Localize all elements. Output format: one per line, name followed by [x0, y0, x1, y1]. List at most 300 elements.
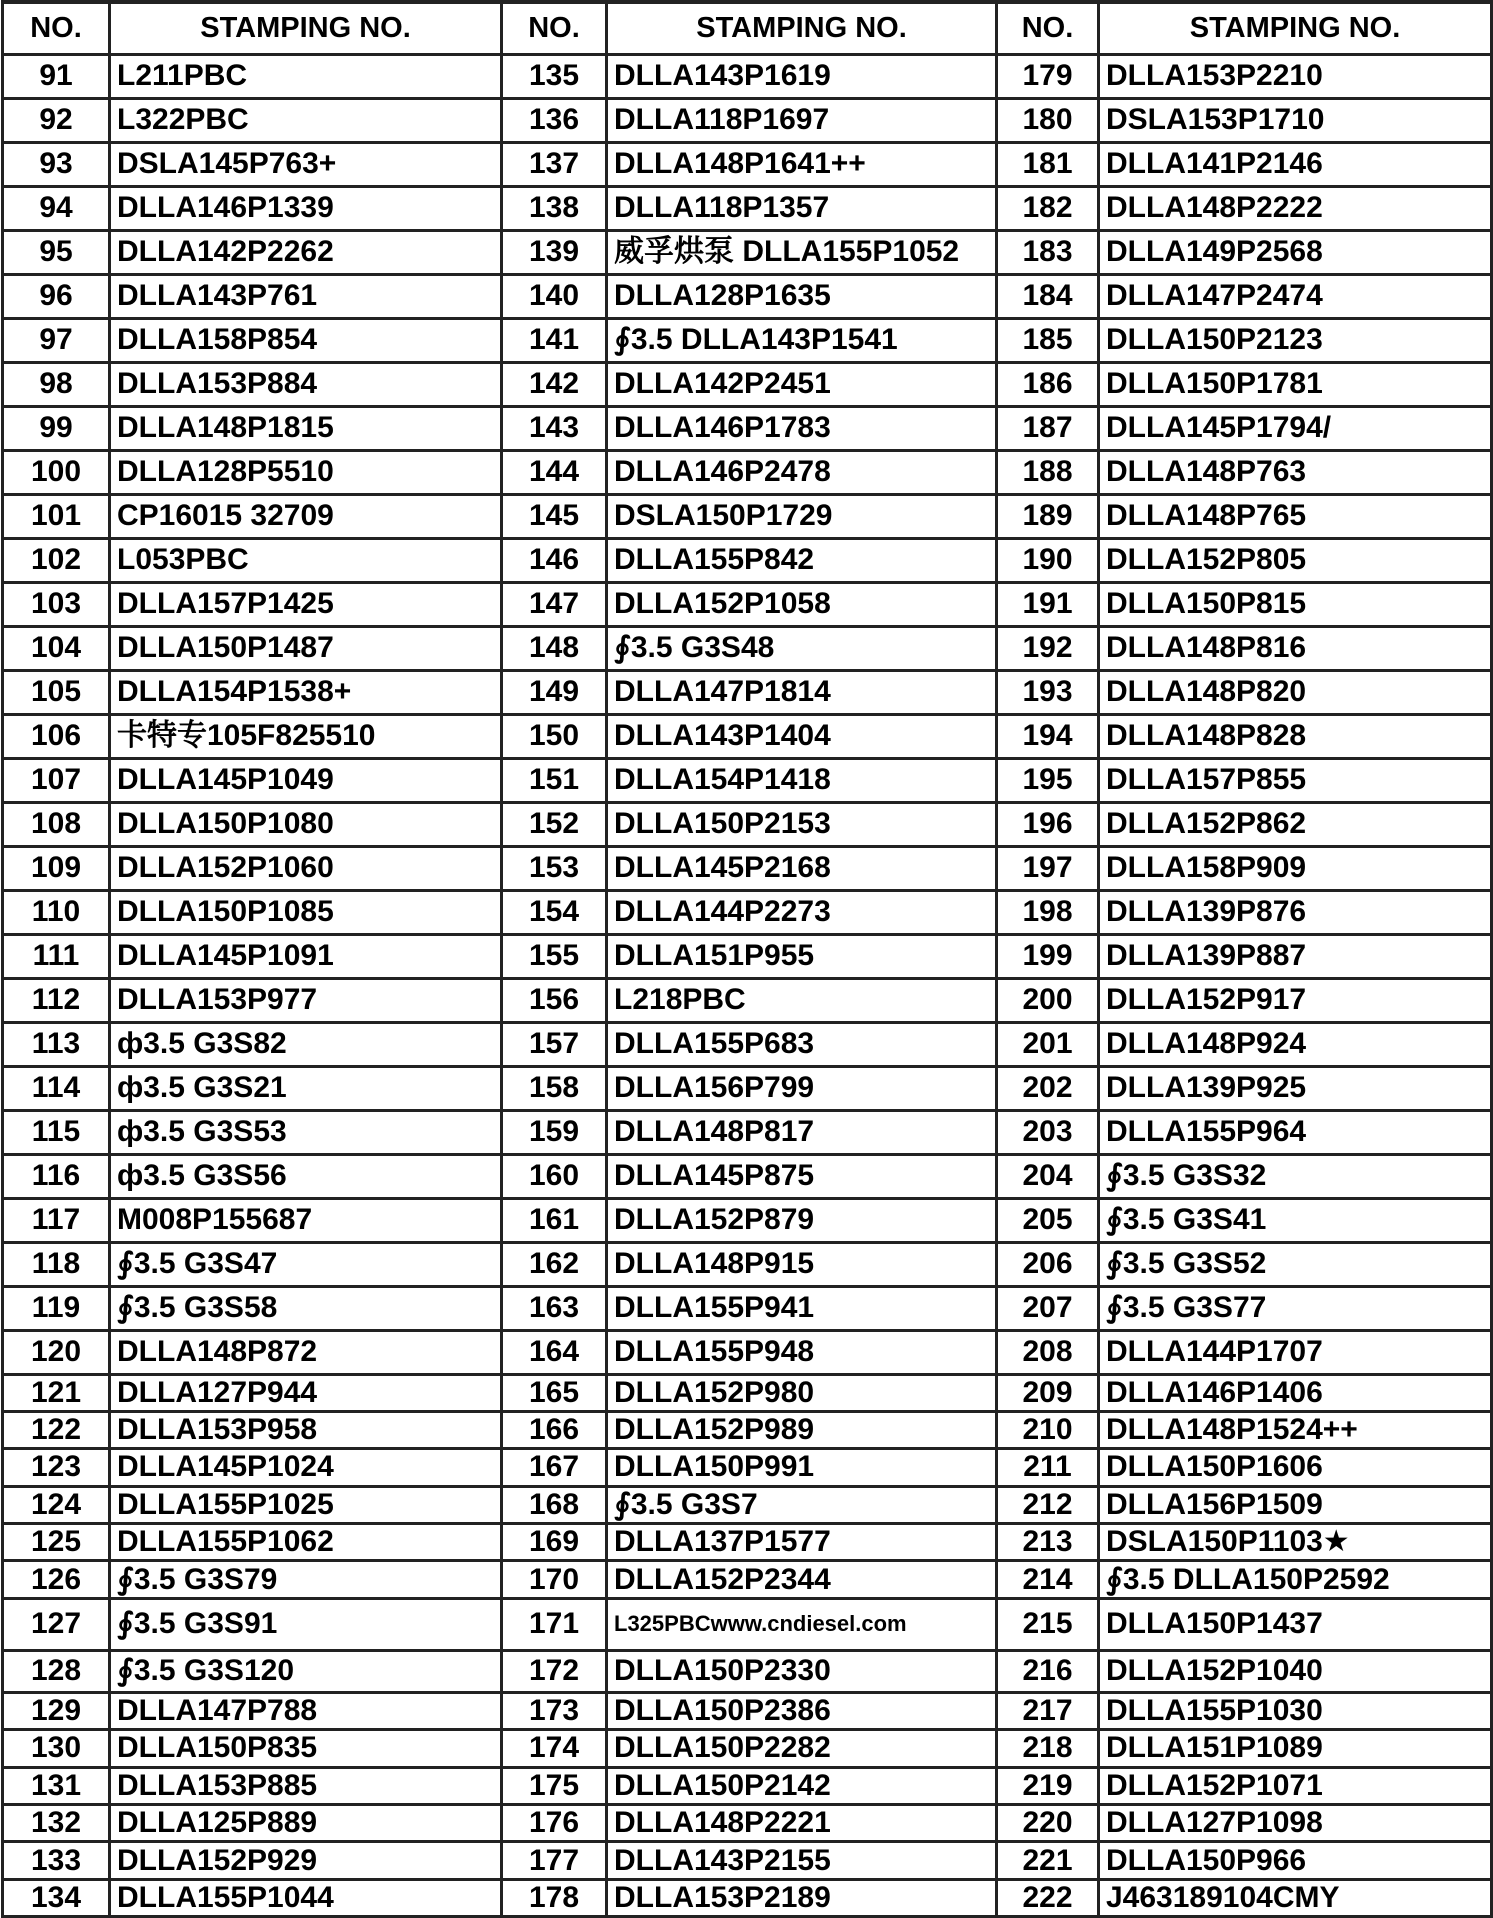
stamping-number: DLLA152P917	[1099, 978, 1492, 1022]
stamping-number: DLLA148P816	[1099, 626, 1492, 670]
stamping-number: DLLA148P872	[110, 1330, 502, 1374]
stamping-number: DLLA145P2168	[607, 846, 997, 890]
stamping-number: DLLA152P929	[110, 1842, 502, 1879]
row-number: 176	[502, 1805, 607, 1842]
row-number: 112	[3, 978, 110, 1022]
stamping-number: DSLA150P1729	[607, 494, 997, 538]
row-number: 127	[3, 1598, 110, 1650]
stamping-number: DLLA150P1487	[110, 626, 502, 670]
stamping-number: DSLA153P1710	[1099, 98, 1492, 142]
row-number: 107	[3, 758, 110, 802]
table-row	[3, 406, 1492, 450]
row-number: 151	[502, 758, 607, 802]
stamping-number: DLLA145P1024	[110, 1449, 502, 1486]
row-number: 100	[3, 450, 110, 494]
row-number: 181	[997, 142, 1099, 186]
table-row	[3, 1805, 1492, 1842]
stamping-number: DLLA141P2146	[1099, 142, 1492, 186]
row-number: 114	[3, 1066, 110, 1110]
row-number: 163	[502, 1286, 607, 1330]
table-row	[3, 1561, 1492, 1598]
stamping-number: DLLA155P1062	[110, 1524, 502, 1561]
stamping-number: DLLA155P1025	[110, 1486, 502, 1523]
stamping-number: L218PBC	[607, 978, 997, 1022]
row-number: 109	[3, 846, 110, 890]
stamping-number: DLLA152P1058	[607, 582, 997, 626]
stamping-number: DLLA145P1794/	[1099, 406, 1492, 450]
stamping-number: DLLA148P828	[1099, 714, 1492, 758]
row-number: 148	[502, 626, 607, 670]
table-row	[3, 1598, 1492, 1650]
table-row	[3, 186, 1492, 230]
stamping-number: DLLA145P875	[607, 1154, 997, 1198]
table-row	[3, 1242, 1492, 1286]
table-row	[3, 362, 1492, 406]
table-row	[3, 1449, 1492, 1486]
row-number: 139	[502, 230, 607, 274]
stamping-number: DLLA157P855	[1099, 758, 1492, 802]
header-stamping-no: STAMPING NO.	[1099, 2, 1492, 54]
stamping-number: CP16015 32709	[110, 494, 502, 538]
row-number: 198	[997, 890, 1099, 934]
table-row	[3, 1767, 1492, 1804]
table-row	[3, 978, 1492, 1022]
stamping-number: DLLA150P2282	[607, 1730, 997, 1767]
row-number: 213	[997, 1524, 1099, 1561]
stamping-number: DLLA145P1091	[110, 934, 502, 978]
row-number: 178	[502, 1879, 607, 1916]
row-number: 128	[3, 1650, 110, 1692]
row-number: 179	[997, 54, 1099, 98]
table-row	[3, 1286, 1492, 1330]
row-number: 99	[3, 406, 110, 450]
row-number: 175	[502, 1767, 607, 1804]
stamping-number: DLLA152P1040	[1099, 1650, 1492, 1692]
table-row	[3, 1330, 1492, 1374]
row-number: 206	[997, 1242, 1099, 1286]
row-number: 94	[3, 186, 110, 230]
stamping-number: ∮3.5 G3S32	[1099, 1154, 1492, 1198]
row-number: 93	[3, 142, 110, 186]
stamping-number: DLLA153P2189	[607, 1879, 997, 1916]
row-number: 185	[997, 318, 1099, 362]
row-number: 117	[3, 1198, 110, 1242]
header-no: NO.	[3, 2, 110, 54]
row-number: 166	[502, 1411, 607, 1448]
table-row	[3, 230, 1492, 274]
row-number: 164	[502, 1330, 607, 1374]
stamping-number: DLLA150P991	[607, 1449, 997, 1486]
row-number: 126	[3, 1561, 110, 1598]
stamping-number: DLLA125P889	[110, 1805, 502, 1842]
row-number: 208	[997, 1330, 1099, 1374]
stamping-number: DLLA151P1089	[1099, 1730, 1492, 1767]
stamping-number: DLLA118P1697	[607, 98, 997, 142]
stamping-number: DLLA137P1577	[607, 1524, 997, 1561]
stamping-number: DLLA150P1606	[1099, 1449, 1492, 1486]
stamping-number: DLLA143P2155	[607, 1842, 997, 1879]
stamping-number: DLLA153P977	[110, 978, 502, 1022]
row-number: 103	[3, 582, 110, 626]
row-number: 204	[997, 1154, 1099, 1198]
stamping-number: DLLA155P842	[607, 538, 997, 582]
table-row	[3, 1692, 1492, 1729]
stamping-number: ∮3.5 DLLA150P2592	[1099, 1561, 1492, 1598]
row-number: 137	[502, 142, 607, 186]
row-number: 108	[3, 802, 110, 846]
stamping-number: DLLA152P2344	[607, 1561, 997, 1598]
stamping-number: DLLA147P2474	[1099, 274, 1492, 318]
stamping-number: DLLA153P885	[110, 1767, 502, 1804]
stamping-number: DLLA150P2142	[607, 1767, 997, 1804]
row-number: 157	[502, 1022, 607, 1066]
stamping-number: DLLA156P799	[607, 1066, 997, 1110]
table-row	[3, 846, 1492, 890]
stamping-number: DLLA148P1815	[110, 406, 502, 450]
stamping-number: DLLA150P2123	[1099, 318, 1492, 362]
stamping-number: ∮3.5 DLLA143P1541	[607, 318, 997, 362]
stamping-number: DLLA148P763	[1099, 450, 1492, 494]
stamping-number: DLLA152P805	[1099, 538, 1492, 582]
stamping-number: DLLA145P1049	[110, 758, 502, 802]
row-number: 91	[3, 54, 110, 98]
row-number: 129	[3, 1692, 110, 1729]
stamping-number: DLLA127P944	[110, 1374, 502, 1411]
row-number: 143	[502, 406, 607, 450]
stamping-number: DLLA155P948	[607, 1330, 997, 1374]
row-number: 173	[502, 1692, 607, 1729]
stamping-number: DLLA150P1437	[1099, 1598, 1492, 1650]
stamping-number: DLLA146P1783	[607, 406, 997, 450]
stamping-number: ∮3.5 G3S120	[110, 1650, 502, 1692]
row-number: 96	[3, 274, 110, 318]
stamping-number: DLLA150P1080	[110, 802, 502, 846]
stamping-number: DLLA154P1418	[607, 758, 997, 802]
row-number: 105	[3, 670, 110, 714]
row-number: 186	[997, 362, 1099, 406]
stamping-number: DSLA150P1103★	[1099, 1524, 1492, 1561]
row-number: 194	[997, 714, 1099, 758]
stamping-number: DLLA158P909	[1099, 846, 1492, 890]
row-number: 154	[502, 890, 607, 934]
row-number: 205	[997, 1198, 1099, 1242]
row-number: 192	[997, 626, 1099, 670]
stamping-number: DLLA152P1071	[1099, 1767, 1492, 1804]
row-number: 200	[997, 978, 1099, 1022]
row-number: 184	[997, 274, 1099, 318]
stamping-number: DLLA150P2386	[607, 1692, 997, 1729]
row-number: 97	[3, 318, 110, 362]
row-number: 180	[997, 98, 1099, 142]
stamping-number: DLLA148P1524++	[1099, 1411, 1492, 1448]
row-number: 123	[3, 1449, 110, 1486]
row-number: 174	[502, 1730, 607, 1767]
row-number: 156	[502, 978, 607, 1022]
stamping-number: DLLA152P989	[607, 1411, 997, 1448]
stamping-number: ∮3.5 G3S7	[607, 1486, 997, 1523]
stamping-number: DLLA143P1404	[607, 714, 997, 758]
row-number: 217	[997, 1692, 1099, 1729]
row-number: 116	[3, 1154, 110, 1198]
stamping-number: DLLA154P1538+	[110, 670, 502, 714]
stamping-number: DLLA139P925	[1099, 1066, 1492, 1110]
stamping-number: DLLA150P2153	[607, 802, 997, 846]
row-number: 218	[997, 1730, 1099, 1767]
stamping-number: L053PBC	[110, 538, 502, 582]
row-number: 141	[502, 318, 607, 362]
table-row	[3, 1022, 1492, 1066]
stamping-number: DLLA147P788	[110, 1692, 502, 1729]
row-number: 215	[997, 1598, 1099, 1650]
table-row	[3, 142, 1492, 186]
row-number: 145	[502, 494, 607, 538]
header-stamping-no: STAMPING NO.	[110, 2, 502, 54]
table-row	[3, 1411, 1492, 1448]
table-row	[3, 1524, 1492, 1561]
table-row	[3, 1650, 1492, 1692]
stamping-number: DLLA157P1425	[110, 582, 502, 626]
row-number: 214	[997, 1561, 1099, 1598]
row-number: 98	[3, 362, 110, 406]
table-row	[3, 1110, 1492, 1154]
row-number: 196	[997, 802, 1099, 846]
stamping-number: DLLA128P1635	[607, 274, 997, 318]
row-number: 111	[3, 934, 110, 978]
row-number: 110	[3, 890, 110, 934]
stamping-number: M008P155687	[110, 1198, 502, 1242]
row-number: 147	[502, 582, 607, 626]
row-number: 144	[502, 450, 607, 494]
row-number: 219	[997, 1767, 1099, 1804]
row-number: 104	[3, 626, 110, 670]
row-number: 188	[997, 450, 1099, 494]
stamping-number: J463189104CMY	[1099, 1879, 1492, 1916]
row-number: 155	[502, 934, 607, 978]
table-row	[3, 890, 1492, 934]
header-row	[3, 2, 1492, 54]
stamping-number: DLLA152P879	[607, 1198, 997, 1242]
row-number: 138	[502, 186, 607, 230]
table-row	[3, 1374, 1492, 1411]
stamping-number: DLLA148P2222	[1099, 186, 1492, 230]
row-number: 120	[3, 1330, 110, 1374]
row-number: 193	[997, 670, 1099, 714]
stamping-number: ф3.5 G3S56	[110, 1154, 502, 1198]
row-number: 209	[997, 1374, 1099, 1411]
row-number: 191	[997, 582, 1099, 626]
stamping-number: DLLA156P1509	[1099, 1486, 1492, 1523]
stamping-number: ∮3.5 G3S58	[110, 1286, 502, 1330]
stamping-number: DLLA155P1030	[1099, 1692, 1492, 1729]
row-number: 131	[3, 1767, 110, 1804]
row-number: 211	[997, 1449, 1099, 1486]
table-row	[3, 274, 1492, 318]
row-number: 136	[502, 98, 607, 142]
stamping-number: DLLA142P2262	[110, 230, 502, 274]
row-number: 190	[997, 538, 1099, 582]
stamping-number: DLLA128P5510	[110, 450, 502, 494]
stamping-number: DLLA150P835	[110, 1730, 502, 1767]
stamping-number: ∮3.5 G3S48	[607, 626, 997, 670]
row-number: 187	[997, 406, 1099, 450]
row-number: 121	[3, 1374, 110, 1411]
row-number: 170	[502, 1561, 607, 1598]
table-row	[3, 626, 1492, 670]
stamping-number: ∮3.5 G3S52	[1099, 1242, 1492, 1286]
stamping-number: DLLA118P1357	[607, 186, 997, 230]
row-number: 216	[997, 1650, 1099, 1692]
stamping-number: L211PBC	[110, 54, 502, 98]
stamping-number: L325PBCwww.cndiesel.com	[607, 1598, 997, 1650]
stamping-number-table	[1, 0, 1493, 1918]
row-number: 177	[502, 1842, 607, 1879]
row-number: 182	[997, 186, 1099, 230]
stamping-number: DLLA143P1619	[607, 54, 997, 98]
stamping-number: ∮3.5 G3S47	[110, 1242, 502, 1286]
stamping-number: ∮3.5 G3S77	[1099, 1286, 1492, 1330]
row-number: 162	[502, 1242, 607, 1286]
row-number: 195	[997, 758, 1099, 802]
stamping-number: DLLA153P2210	[1099, 54, 1492, 98]
stamping-number: DLLA147P1814	[607, 670, 997, 714]
stamping-number: DLLA158P854	[110, 318, 502, 362]
row-number: 124	[3, 1486, 110, 1523]
row-number: 134	[3, 1879, 110, 1916]
stamping-number: DLLA150P1781	[1099, 362, 1492, 406]
row-number: 118	[3, 1242, 110, 1286]
stamping-number: ф3.5 G3S53	[110, 1110, 502, 1154]
table-row	[3, 1154, 1492, 1198]
table-row	[3, 450, 1492, 494]
header-stamping-no: STAMPING NO.	[607, 2, 997, 54]
row-number: 119	[3, 1286, 110, 1330]
stamping-number: DLLA148P817	[607, 1110, 997, 1154]
table-row	[3, 318, 1492, 362]
row-number: 95	[3, 230, 110, 274]
table-row	[3, 1730, 1492, 1767]
row-number: 203	[997, 1110, 1099, 1154]
row-number: 199	[997, 934, 1099, 978]
stamping-number: DLLA139P876	[1099, 890, 1492, 934]
stamping-number: DLLA148P924	[1099, 1022, 1492, 1066]
stamping-number: DLLA152P1060	[110, 846, 502, 890]
stamping-number: DLLA155P683	[607, 1022, 997, 1066]
stamping-number: DLLA142P2451	[607, 362, 997, 406]
table-row	[3, 758, 1492, 802]
table-row	[3, 538, 1492, 582]
stamping-number: DLLA149P2568	[1099, 230, 1492, 274]
row-number: 133	[3, 1842, 110, 1879]
stamping-number: DLLA146P1339	[110, 186, 502, 230]
row-number: 122	[3, 1411, 110, 1448]
row-number: 92	[3, 98, 110, 142]
stamping-number: DLLA153P884	[110, 362, 502, 406]
stamping-number: DLLA148P765	[1099, 494, 1492, 538]
row-number: 158	[502, 1066, 607, 1110]
row-number: 125	[3, 1524, 110, 1561]
row-number: 172	[502, 1650, 607, 1692]
row-number: 161	[502, 1198, 607, 1242]
row-number: 142	[502, 362, 607, 406]
stamping-number: DLLA150P815	[1099, 582, 1492, 626]
row-number: 152	[502, 802, 607, 846]
stamping-number: DLLA143P761	[110, 274, 502, 318]
row-number: 201	[997, 1022, 1099, 1066]
header-no: NO.	[997, 2, 1099, 54]
stamping-number: 卡特专105F825510	[110, 714, 502, 758]
row-number: 189	[997, 494, 1099, 538]
stamping-number: ∮3.5 G3S79	[110, 1561, 502, 1598]
stamping-number: DLLA155P964	[1099, 1110, 1492, 1154]
row-number: 221	[997, 1842, 1099, 1879]
table-row	[3, 1486, 1492, 1523]
table-row	[3, 1198, 1492, 1242]
stamping-number: DLLA146P1406	[1099, 1374, 1492, 1411]
table-row	[3, 714, 1492, 758]
row-number: 159	[502, 1110, 607, 1154]
stamping-number: DLLA139P887	[1099, 934, 1492, 978]
row-number: 171	[502, 1598, 607, 1650]
stamping-number: DLLA152P980	[607, 1374, 997, 1411]
stamping-number: ∮3.5 G3S41	[1099, 1198, 1492, 1242]
stamping-number: DLLA153P958	[110, 1411, 502, 1448]
row-number: 210	[997, 1411, 1099, 1448]
stamping-number: DLLA151P955	[607, 934, 997, 978]
stamping-number: DLLA150P966	[1099, 1842, 1492, 1879]
stamping-number: DLLA152P862	[1099, 802, 1492, 846]
row-number: 132	[3, 1805, 110, 1842]
row-number: 101	[3, 494, 110, 538]
stamping-number: DLLA155P941	[607, 1286, 997, 1330]
stamping-number: ∮3.5 G3S91	[110, 1598, 502, 1650]
row-number: 197	[997, 846, 1099, 890]
stamping-number: DLLA144P2273	[607, 890, 997, 934]
table-row	[3, 582, 1492, 626]
stamping-number: DLLA150P1085	[110, 890, 502, 934]
row-number: 140	[502, 274, 607, 318]
row-number: 220	[997, 1805, 1099, 1842]
stamping-number: DLLA127P1098	[1099, 1805, 1492, 1842]
row-number: 183	[997, 230, 1099, 274]
table-row	[3, 98, 1492, 142]
row-number: 202	[997, 1066, 1099, 1110]
stamping-number: DLLA148P1641++	[607, 142, 997, 186]
stamping-number: ф3.5 G3S82	[110, 1022, 502, 1066]
table-row	[3, 1066, 1492, 1110]
stamping-number: ф3.5 G3S21	[110, 1066, 502, 1110]
row-number: 222	[997, 1879, 1099, 1916]
row-number: 102	[3, 538, 110, 582]
row-number: 113	[3, 1022, 110, 1066]
stamping-number: DLLA144P1707	[1099, 1330, 1492, 1374]
row-number: 168	[502, 1486, 607, 1523]
row-number: 167	[502, 1449, 607, 1486]
stamping-number: L322PBC	[110, 98, 502, 142]
stamping-number: DLLA148P820	[1099, 670, 1492, 714]
stamping-number: 威孚烘泵 DLLA155P1052	[607, 230, 997, 274]
row-number: 165	[502, 1374, 607, 1411]
table-row	[3, 670, 1492, 714]
row-number: 146	[502, 538, 607, 582]
row-number: 153	[502, 846, 607, 890]
row-number: 169	[502, 1524, 607, 1561]
row-number: 160	[502, 1154, 607, 1198]
row-number: 135	[502, 54, 607, 98]
row-number: 149	[502, 670, 607, 714]
table-row	[3, 934, 1492, 978]
row-number: 115	[3, 1110, 110, 1154]
table-row	[3, 494, 1492, 538]
